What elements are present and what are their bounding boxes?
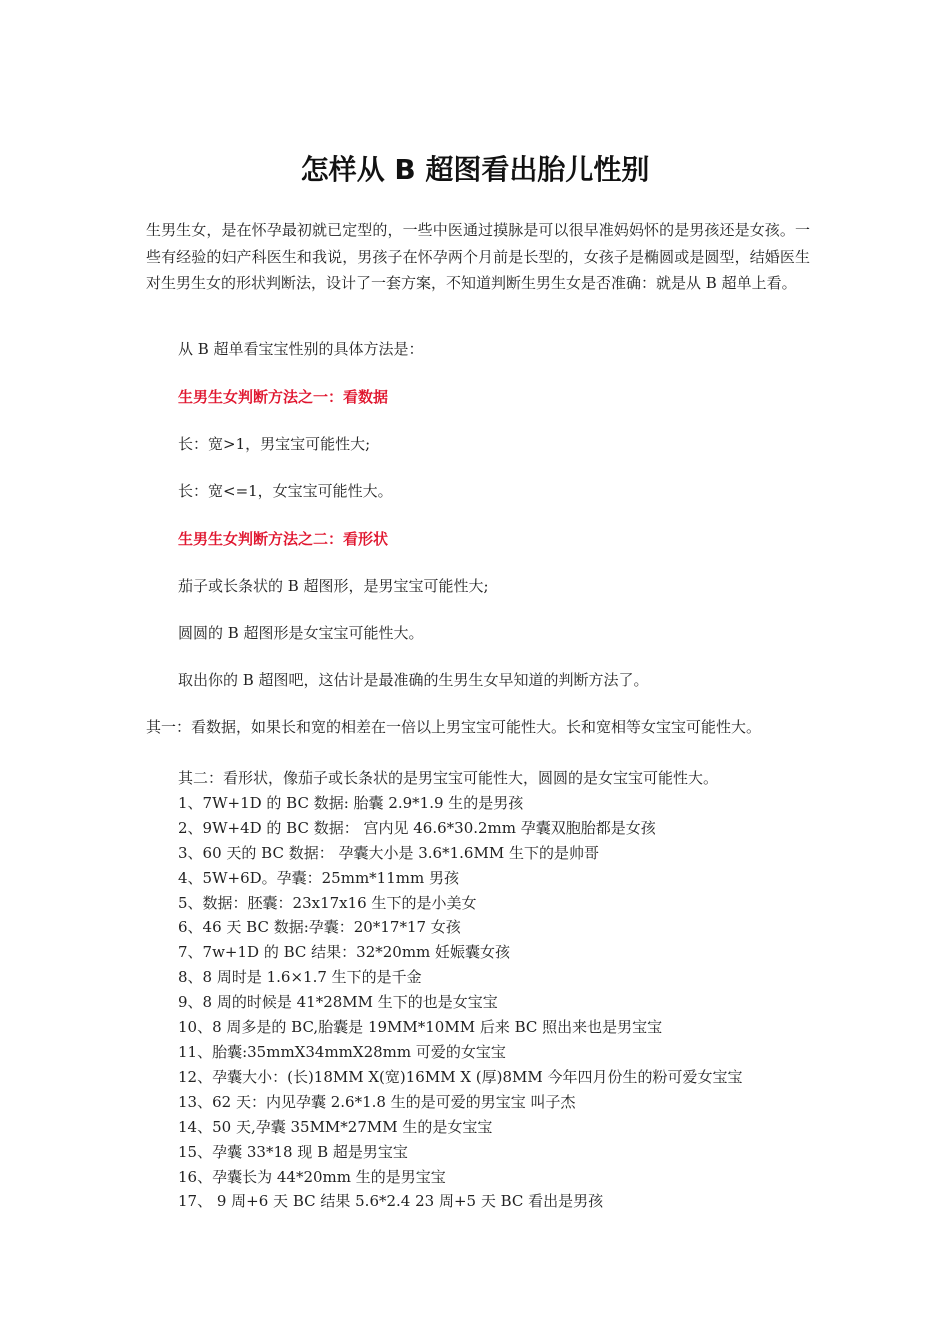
- list-item: 3、60 天的 BC 数据： 孕囊大小是 3.6*1.6MM 生下的是帅哥: [178, 843, 599, 862]
- list-item: 13、62 天：内见孕囊 2.6*1.8 生的是可爱的男宝宝 叫子杰: [178, 1092, 576, 1111]
- list-item: 4、5W+6D。孕囊：25mm*11mm 男孩: [178, 868, 459, 887]
- list-item: 15、孕囊 33*18 现 B 超是男宝宝: [178, 1142, 408, 1161]
- method-intro: 从 B 超单看宝宝性别的具体方法是：: [178, 340, 424, 358]
- list-item: 12、孕囊大小：(长)18MM X(宽)16MM X (厚)8MM 今年四月份生的粉可爱女宝宝: [178, 1067, 743, 1086]
- list-item: 5、数据：胚囊：23x17x16 生下的是小美女: [178, 893, 477, 912]
- list-item: 11、胎囊:35mmX34mmX28mm 可爱的女宝宝: [178, 1042, 506, 1061]
- summary-one: 其一：看数据，如果长和宽的相差在一倍以上男宝宝可能性大。长和宽相等女宝宝可能性大。: [146, 718, 762, 736]
- ratio-female-rule: 长：宽<=1，女宝宝可能性大。: [178, 482, 393, 500]
- method-one-heading: 生男生女判断方法之一：看数据: [178, 388, 389, 406]
- list-item: 1、7W+1D 的 BC 数据: 胎囊 2.9*1.9 生的是男孩: [178, 793, 524, 812]
- list-item: 8、8 周时是 1.6×1.7 生下的是千金: [178, 968, 422, 987]
- list-item: 10、8 周多是的 BC,胎囊是 19MM*10MM 后来 BC 照出来也是男宝宝: [178, 1018, 663, 1037]
- list-item: 2、9W+4D 的 BC 数据： 宫内见 46.6*30.2mm 孕囊双胞胎都是女孩: [178, 818, 656, 837]
- list-item: 9、8 周的时候是 41*28MM 生下的也是女宝宝: [178, 993, 498, 1012]
- page-title: 怎样从 B 超图看出胎儿性别: [300, 153, 650, 186]
- list-item: 16、孕囊长为 44*20mm 生的是男宝宝: [178, 1167, 446, 1186]
- intro-paragraph: 生男生女，是在怀孕最初就已定型的，一些中医通过摸脉是可以很早准妈妈怀的是男孩还是女孩。一些有经验的妇产科医生和我说，男孩子在怀孕两个月前是长型的，女孩子是椭圆或是圆型，结婚医生对生男生女的形状判断法，设计了一套方案，不知道判断生男生女是否准确：就是从 B 超单上看。: [146, 221, 810, 292]
- case-list: [178, 766, 818, 1214]
- list-item: 14、50 天,孕囊 35MM*27MM 生的是女宝宝: [178, 1117, 493, 1136]
- list-item: 17、 9 周+6 天 BC 结果 5.6*2.4 23 周+5 天 BC 看出是男孩: [178, 1192, 604, 1211]
- ratio-male-rule: 长：宽>1，男宝宝可能性大;: [178, 435, 371, 453]
- list-item: 其二：看形状，像茄子或长条状的是男宝宝可能性大，圆圆的是女宝宝可能性大。: [178, 769, 719, 787]
- shape-male-rule: 茄子或长条状的 B 超图形，是男宝宝可能性大;: [178, 577, 489, 595]
- closing-paragraph: 取出你的 B 超图吧，这估计是最准确的生男生女早知道的判断方法了。: [178, 671, 649, 689]
- method-two-heading: 生男生女判断方法之二：看形状: [178, 530, 389, 548]
- list-item: 6、46 天 BC 数据:孕囊：20*17*17 女孩: [178, 918, 461, 937]
- shape-female-rule: 圆圆的 B 超图形是女宝宝可能性大。: [178, 624, 424, 642]
- list-item: 7、7w+1D 的 BC 结果：32*20mm 妊娠囊女孩: [178, 943, 511, 962]
